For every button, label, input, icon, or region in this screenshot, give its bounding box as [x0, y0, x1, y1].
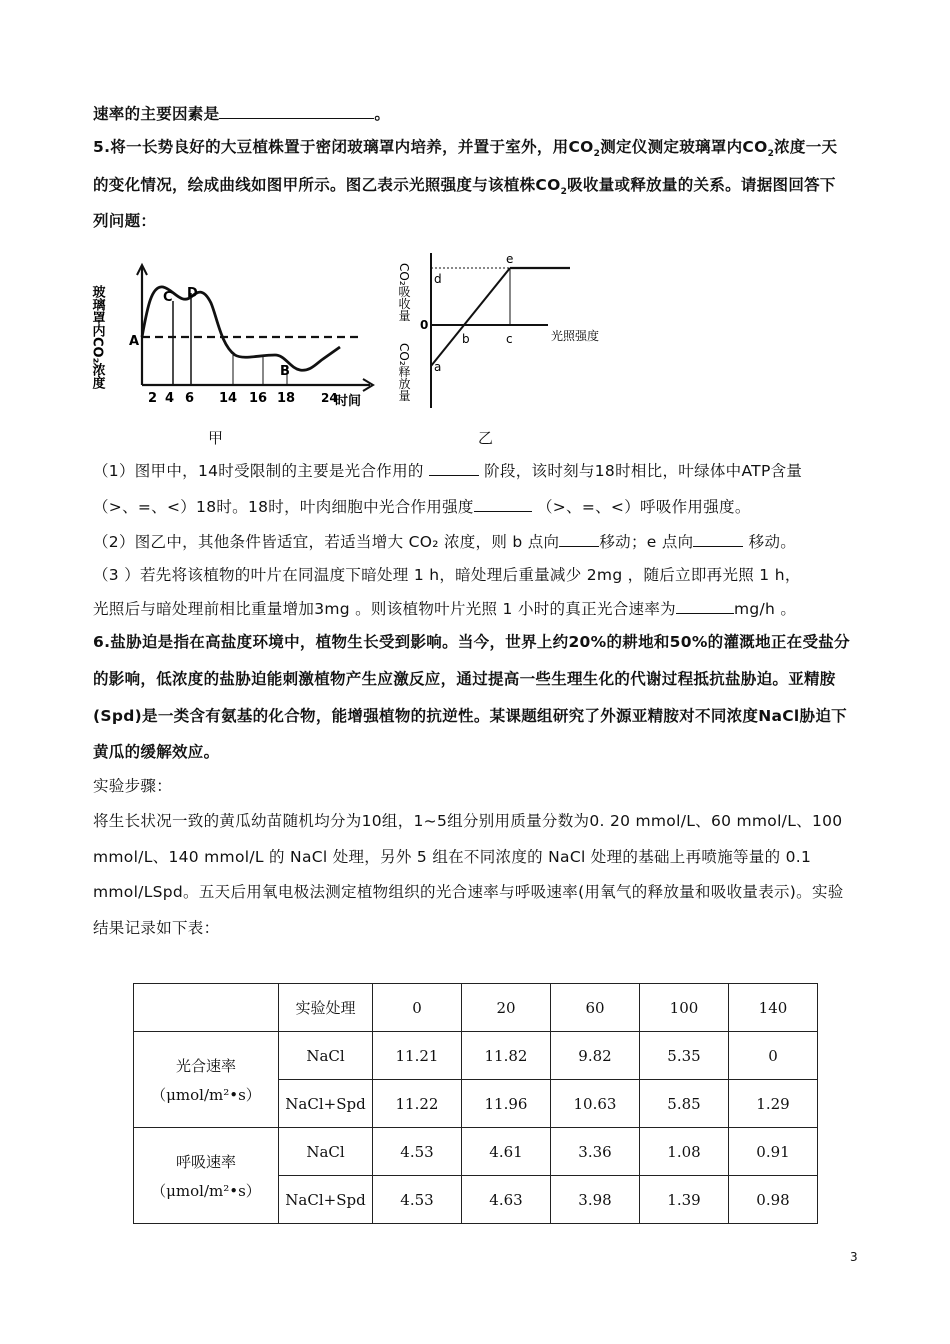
answer-blank[interactable]	[474, 497, 532, 512]
q6-line-1: 6.盐胁迫是指在高盐度环境中，植物生长受到影响。当今，世界上约20%的耕地和50%的灌溉地正在受盐分	[93, 633, 850, 651]
results-table	[133, 983, 818, 1224]
answer-blank[interactable]	[429, 461, 479, 476]
q5-sub3-line1: （3 ）若先将该植物的叶片在同温度下暗处理 1 h，暗处理后重量减少 2mg ，随后立即再光照 1 h，	[93, 566, 801, 584]
table-header-row	[134, 984, 818, 1032]
yi-ylabel-top: CO₂吸收量	[397, 263, 411, 322]
answer-blank[interactable]	[219, 104, 374, 119]
tick-14: 14	[219, 391, 238, 406]
table-row: 光合速率 （μmol/m²•s） NaCl 11.21 11.82 9.82 5.35 0	[134, 1032, 818, 1080]
q5-line-3: 列问题：	[93, 212, 157, 230]
q4-tail-line: 速率的主要因素是 。	[93, 105, 391, 123]
q6-line-4: 黄瓜的缓解效应。	[93, 743, 220, 761]
table-row: NaCl+Spd 4.53 4.63 3.98 1.39 0.98	[134, 1176, 818, 1224]
header-treatment: 实验处理	[279, 984, 373, 1032]
q5-sub3-line2: 光照后与暗处理前相比重量增加3mg 。则该植物叶片光照 1 小时的真正光合速率为 mg/h 。	[93, 600, 797, 618]
header-col: 60	[551, 984, 640, 1032]
q5-sub1-line1: （1）图甲中，14时受限制的主要是光合作用的 阶段，该时刻与18时相比，叶绿体中ATP含量	[93, 462, 803, 480]
q5-line-1: 5.将一长势良好的大豆植株置于密闭玻璃罩内培养，并置于室外，用$CO_2$测定仪测定玻璃罩内$CO_2$浓度一天	[93, 138, 838, 160]
point-C: C	[163, 290, 173, 305]
header-col: 20	[462, 984, 551, 1032]
yi-origin: 0	[420, 318, 429, 332]
tick-24: 24	[321, 391, 338, 405]
yi-point-b: b	[462, 332, 470, 346]
q6-line-3: (Spd)是一类含有氨基的化合物，能增强植物的抗逆性。某课题组研究了外源亚精胺对不同浓度NaCl胁迫下	[93, 707, 847, 725]
tick-4: 4	[165, 391, 175, 406]
q6-steps-1: 将生长状况一致的黄瓜幼苗随机均分为10组，1~5组分别用质量分数为0. 20 mmol/L、60 mmol/L、100	[93, 812, 843, 830]
header-col: 140	[729, 984, 818, 1032]
group-photosynthesis: 光合速率 （μmol/m²•s）	[134, 1032, 279, 1128]
table-row: NaCl+Spd 11.22 11.96 10.63 5.85 1.29	[134, 1080, 818, 1128]
caption-yi: 乙	[478, 429, 494, 447]
yi-x-label: 光照强度	[551, 329, 600, 343]
q6-steps-title: 实验步骤：	[93, 777, 173, 795]
yi-point-e: e	[506, 252, 514, 266]
tick-2: 2	[148, 391, 158, 406]
q6-steps-2: mmol/L、140 mmol/L 的 NaCl 处理，另外 5 组在不同浓度的 NaCl 处理的基础上再喷施等量的 0.1	[93, 848, 812, 866]
answer-blank[interactable]	[676, 599, 734, 614]
answer-blank[interactable]	[559, 532, 599, 547]
q5-sub2: （2）图乙中，其他条件皆适宜，若适当增大 CO₂ 浓度，则 b 点向 移动；e 点向 移动。	[93, 533, 797, 551]
header-col: 100	[640, 984, 729, 1032]
page-number: 3	[850, 1250, 858, 1264]
figure-jia-ylabel: 玻璃罩内CO₂浓度	[89, 285, 105, 390]
figure-yi	[398, 243, 628, 413]
answer-blank[interactable]	[693, 532, 743, 547]
x-label-time: 时间	[335, 394, 362, 409]
q6-line-2: 的影响，低浓度的盐胁迫能刺激植物产生应激反应，通过提高一些生理生化的代谢过程抵抗盐胁迫。亚精胺	[93, 670, 836, 688]
q5-sub1-line2: （>、=、<）18时。18时，叶肉细胞中光合作用强度 （>、=、<）呼吸作用强度。	[93, 498, 751, 516]
point-D: D	[187, 286, 198, 301]
q6-steps-3: mmol/LSpd。五天后用氧电极法测定植物组织的光合速率与呼吸速率(用氧气的释放量和吸收量表示)。实验	[93, 883, 844, 901]
yi-point-d: d	[434, 272, 442, 286]
table-row: 呼吸速率 （μmol/m²•s） NaCl 4.53 4.61 3.36 1.08 0.91	[134, 1128, 818, 1176]
group-respiration: 呼吸速率 （μmol/m²•s）	[134, 1128, 279, 1224]
yi-point-a: a	[434, 360, 442, 374]
point-B: B	[280, 364, 290, 379]
point-A: A	[129, 334, 140, 349]
q5-line-2: 的变化情况，绘成曲线如图甲所示。图乙表示光照强度与该植株$CO_2$吸收量或释放量的关系。请据图回答下	[93, 176, 836, 198]
yi-response-line	[431, 268, 510, 366]
q6-steps-4: 结果记录如下表：	[93, 919, 220, 937]
tick-18: 18	[277, 391, 296, 406]
caption-jia: 甲	[208, 429, 224, 447]
header-col: 0	[373, 984, 462, 1032]
yi-point-c: c	[506, 332, 513, 346]
yi-ylabel-bottom: CO₂释放量	[397, 343, 411, 402]
figure-jia	[89, 255, 385, 415]
tick-16: 16	[249, 391, 268, 406]
tick-6: 6	[185, 391, 195, 406]
